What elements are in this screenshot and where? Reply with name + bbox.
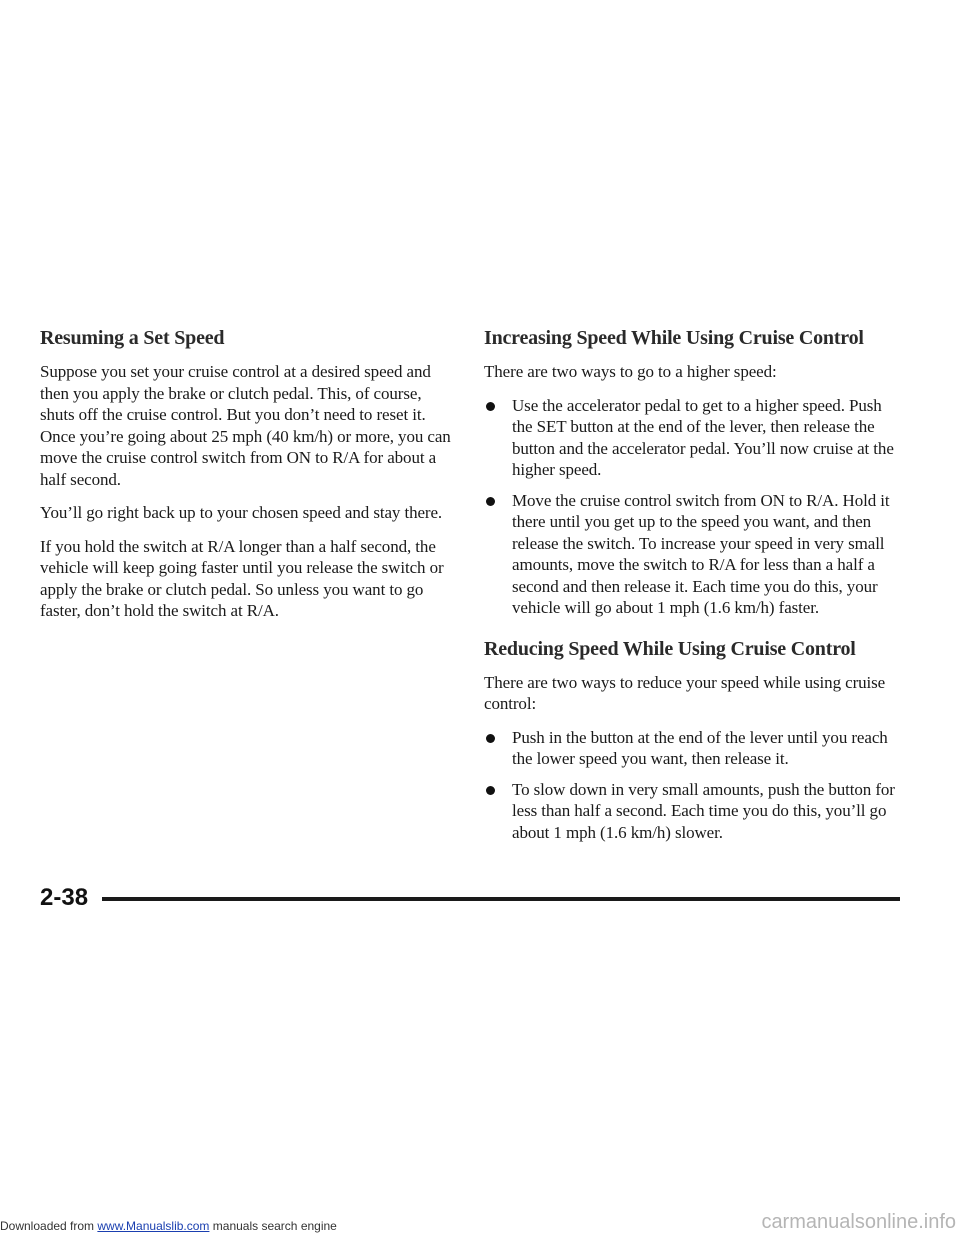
bullet-list-increasing <box>484 395 896 619</box>
paragraph: You’ll go right back up to your chosen speed and stay there. <box>40 503 443 522</box>
paragraph: Suppose you set your cruise control at a desired speed and then you apply the brake or clutch pedal. This, of course, shuts off the cruise control. But you don’t need to reset it. Once you’re going about 25 mph (40 km/h) or more, you can move the cruise control switch from ON to R/A for about a half second. <box>40 362 451 489</box>
section-heading-resuming: Resuming a Set Speed <box>40 327 225 349</box>
watermark-suffix: manuals search engine <box>209 1219 337 1233</box>
download-watermark <box>0 1218 337 1234</box>
bullet-icon <box>486 497 495 506</box>
list-item-text: Push in the button at the end of the lever until you reach the lower speed you want, then release it. <box>512 727 888 768</box>
watermark-prefix: Downloaded from <box>0 1219 98 1233</box>
bullet-icon <box>486 734 495 743</box>
list-item-text: To slow down in very small amounts, push the button for less than half a second. Each time you do this, you’ll go about 1 mph (1.6 km/h) slower. <box>512 779 895 842</box>
list-item <box>484 395 896 481</box>
manualslib-link[interactable]: www.Manualslib.com <box>97 1219 210 1233</box>
section-heading-increasing: Increasing Speed While Using Cruise Control <box>484 327 864 349</box>
paragraph: There are two ways to go to a higher speed: <box>484 362 777 381</box>
section-heading-reducing: Reducing Speed While Using Cruise Control <box>484 637 856 660</box>
bullet-icon <box>486 402 495 411</box>
page-number: 2-38 <box>40 884 89 911</box>
bullet-icon <box>486 786 495 795</box>
footer-divider <box>102 897 900 901</box>
paragraph: If you hold the switch at R/A longer than a half second, the vehicle will keep going faster until you release the switch or apply the brake or clutch pedal. So unless you want to go faster, don’t hold the switch at R/A. <box>40 536 444 620</box>
list-item <box>484 779 896 844</box>
right-column <box>484 326 896 857</box>
bullet-list-reducing <box>484 727 896 844</box>
list-item-text: Move the cruise control switch from ON to R/A. Hold it there until you get up to the speed you want, and then release the switch. To increase your speed in very small amounts, move the switch to R/A for less than a half a second and then release it. Each time you do this, your vehicle will go about 1 mph (1.6 km/h) faster. <box>512 490 890 617</box>
list-item-text: Use the accelerator pedal to get to a higher speed. Push the SET button at the end of the lever, then release the button and the accelerator pedal. You’ll now cruise at the higher speed. <box>512 395 894 479</box>
site-watermark: carmanualsonline.info <box>761 1211 956 1233</box>
left-column <box>40 326 455 634</box>
list-item <box>484 490 896 619</box>
page-footer <box>40 883 900 913</box>
paragraph: There are two ways to reduce your speed while using cruise control: <box>484 672 886 713</box>
list-item <box>484 727 896 770</box>
